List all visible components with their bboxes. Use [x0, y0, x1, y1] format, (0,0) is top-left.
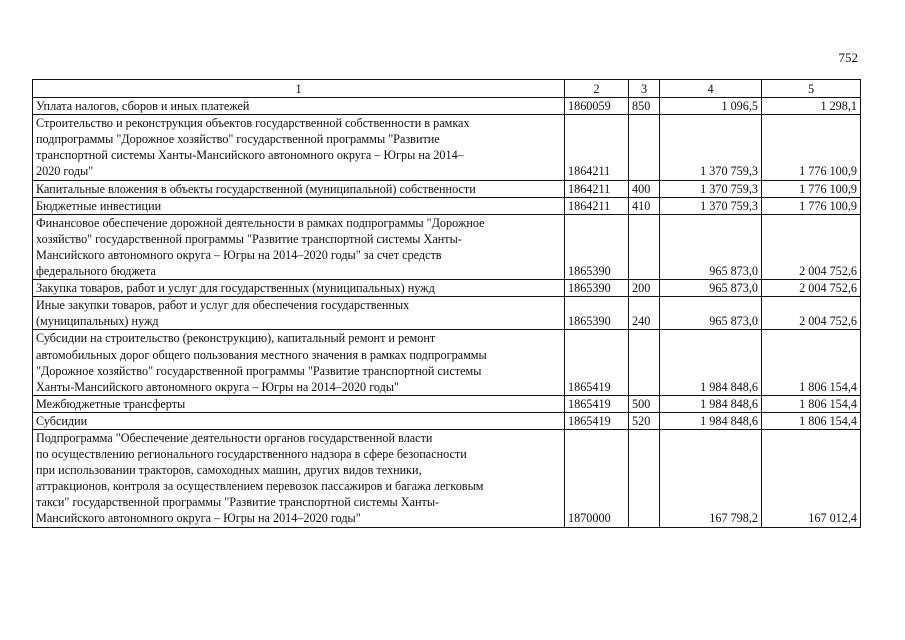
row-name-cell [33, 412, 565, 429]
row-name-cell [33, 197, 565, 214]
row-amount-2-cell: 1 806 154,4 [762, 412, 861, 429]
row-expense-type-cell [629, 330, 660, 395]
row-expense-type-cell: 410 [629, 197, 660, 214]
row-name-cell [33, 214, 565, 279]
row-name-line: Капитальные вложения в объекты государственной (муниципальной) собственности [36, 181, 476, 196]
row-name-line: аттракционов, контроля за осуществлением перевозок пассажиров и багажа легковым [36, 479, 484, 494]
row-name-line: Субсидии [36, 413, 88, 428]
row-name-cell [33, 180, 565, 197]
row-name-line: Мансийского автономного округа – Югры на 2014–2020 годы" [36, 511, 361, 526]
row-name-cell [33, 395, 565, 412]
row-name-line: Финансовое обеспечение дорожной деятельности в рамках подпрограммы "Дорожное [36, 215, 485, 230]
row-name-line: федерального бюджета [36, 264, 156, 279]
table-row [33, 115, 861, 180]
row-amount-2-cell: 1 298,1 [762, 98, 861, 115]
table-row [33, 280, 861, 297]
row-expense-type-cell: 400 [629, 180, 660, 197]
row-name-cell [33, 98, 565, 115]
header-col-1: 1 [33, 80, 565, 98]
row-name-line: Мансийского автономного округа – Югры на 2014–2020 годы" за счет средств [36, 247, 442, 262]
table-row [33, 395, 861, 412]
row-amount-2-cell: 2 004 752,6 [762, 280, 861, 297]
row-amount-1-cell: 1 096,5 [660, 98, 762, 115]
row-amount-1-cell: 965 873,0 [660, 280, 762, 297]
table-header-row [33, 80, 861, 98]
row-amount-1-cell: 1 984 848,6 [660, 412, 762, 429]
row-amount-1-cell: 965 873,0 [660, 297, 762, 330]
header-col-4: 4 [660, 80, 762, 98]
page-number: 752 [838, 50, 858, 65]
row-code-cell: 1864211 [565, 180, 629, 197]
row-name-line: 2020 годы" [36, 164, 94, 179]
row-name-line: (муниципальных) нужд [36, 314, 159, 329]
row-name-cell [33, 280, 565, 297]
row-expense-type-cell: 520 [629, 412, 660, 429]
row-name-line: хозяйство" государственной программы "Развитие транспортной системы Ханты- [36, 231, 462, 246]
header-col-5: 5 [762, 80, 861, 98]
row-amount-2-cell: 167 012,4 [762, 429, 861, 527]
table-body [33, 98, 861, 527]
row-code-cell: 1865419 [565, 412, 629, 429]
row-code-cell: 1865419 [565, 330, 629, 395]
row-amount-2-cell: 1 776 100,9 [762, 180, 861, 197]
row-name-line: Межбюджетные трансферты [36, 396, 186, 411]
row-amount-2-cell: 2 004 752,6 [762, 214, 861, 279]
row-code-cell: 1865419 [565, 395, 629, 412]
row-name-line: по осуществлению регионального государственного надзора в сфере безопасности [36, 447, 467, 462]
row-expense-type-cell: 850 [629, 98, 660, 115]
row-code-cell: 1864211 [565, 197, 629, 214]
table-row [33, 429, 861, 527]
row-name-line: Иные закупки товаров, работ и услуг для обеспечения государственных [36, 298, 410, 313]
row-amount-1-cell: 1 370 759,3 [660, 115, 762, 180]
row-name-line: автомобильных дорог общего пользования местного значения в рамках подпрограммы [36, 347, 487, 362]
table-row [33, 330, 861, 395]
row-expense-type-cell: 200 [629, 280, 660, 297]
row-expense-type-cell: 240 [629, 297, 660, 330]
row-name-line: Строительство и реконструкция объектов государственной собственности в рамках [36, 116, 470, 131]
row-expense-type-cell [629, 429, 660, 527]
row-name-line: Субсидии на строительство (реконструкцию), капитальный ремонт и ремонт [36, 331, 436, 346]
row-name-line: Уплата налогов, сборов и иных платежей [36, 99, 250, 114]
row-name-line: Ханты-Мансийского автономного округа – Югры на 2014–2020 годы" [36, 379, 399, 394]
row-name-cell [33, 330, 565, 395]
row-expense-type-cell: 500 [629, 395, 660, 412]
row-name-line: Закупка товаров, работ и услуг для государственных (муниципальных) нужд [36, 281, 435, 296]
table-row [33, 412, 861, 429]
row-amount-2-cell: 2 004 752,6 [762, 297, 861, 330]
header-col-2: 2 [565, 80, 629, 98]
row-expense-type-cell [629, 115, 660, 180]
table-row [33, 214, 861, 279]
header-col-3: 3 [629, 80, 660, 98]
row-amount-1-cell: 1 984 848,6 [660, 330, 762, 395]
row-name-cell [33, 297, 565, 330]
budget-table [32, 79, 861, 528]
row-code-cell: 1870000 [565, 429, 629, 527]
row-name-line: Бюджетные инвестиции [36, 198, 162, 213]
row-name-line: Подпрограмма "Обеспечение деятельности органов государственной власти [36, 430, 433, 445]
row-code-cell: 1864211 [565, 115, 629, 180]
table-row [33, 180, 861, 197]
row-code-cell: 1865390 [565, 280, 629, 297]
table-row [33, 297, 861, 330]
row-expense-type-cell [629, 214, 660, 279]
row-amount-2-cell: 1 806 154,4 [762, 330, 861, 395]
row-name-line: такси" государственной программы "Развитие транспортной системы Ханты- [36, 495, 440, 510]
row-amount-2-cell: 1 776 100,9 [762, 197, 861, 214]
row-amount-1-cell: 965 873,0 [660, 214, 762, 279]
table-row [33, 98, 861, 115]
row-amount-1-cell: 1 984 848,6 [660, 395, 762, 412]
table-row [33, 197, 861, 214]
row-name-line: транспортной системы Ханты-Мансийского автономного округа – Югры на 2014– [36, 148, 464, 163]
row-amount-1-cell: 167 798,2 [660, 429, 762, 527]
row-amount-1-cell: 1 370 759,3 [660, 197, 762, 214]
row-code-cell: 1865390 [565, 297, 629, 330]
row-code-cell: 1860059 [565, 98, 629, 115]
row-name-line: "Дорожное хозяйство" государственной программы "Развитие транспортной системы [36, 363, 482, 378]
row-name-line: при использовании тракторов, самоходных машин, других видов техники, [36, 463, 422, 478]
row-amount-1-cell: 1 370 759,3 [660, 180, 762, 197]
row-code-cell: 1865390 [565, 214, 629, 279]
row-name-cell [33, 115, 565, 180]
row-amount-2-cell: 1 806 154,4 [762, 395, 861, 412]
row-name-line: подпрограммы "Дорожное хозяйство" государственной программы "Развитие [36, 132, 440, 147]
row-name-cell [33, 429, 565, 527]
row-amount-2-cell: 1 776 100,9 [762, 115, 861, 180]
